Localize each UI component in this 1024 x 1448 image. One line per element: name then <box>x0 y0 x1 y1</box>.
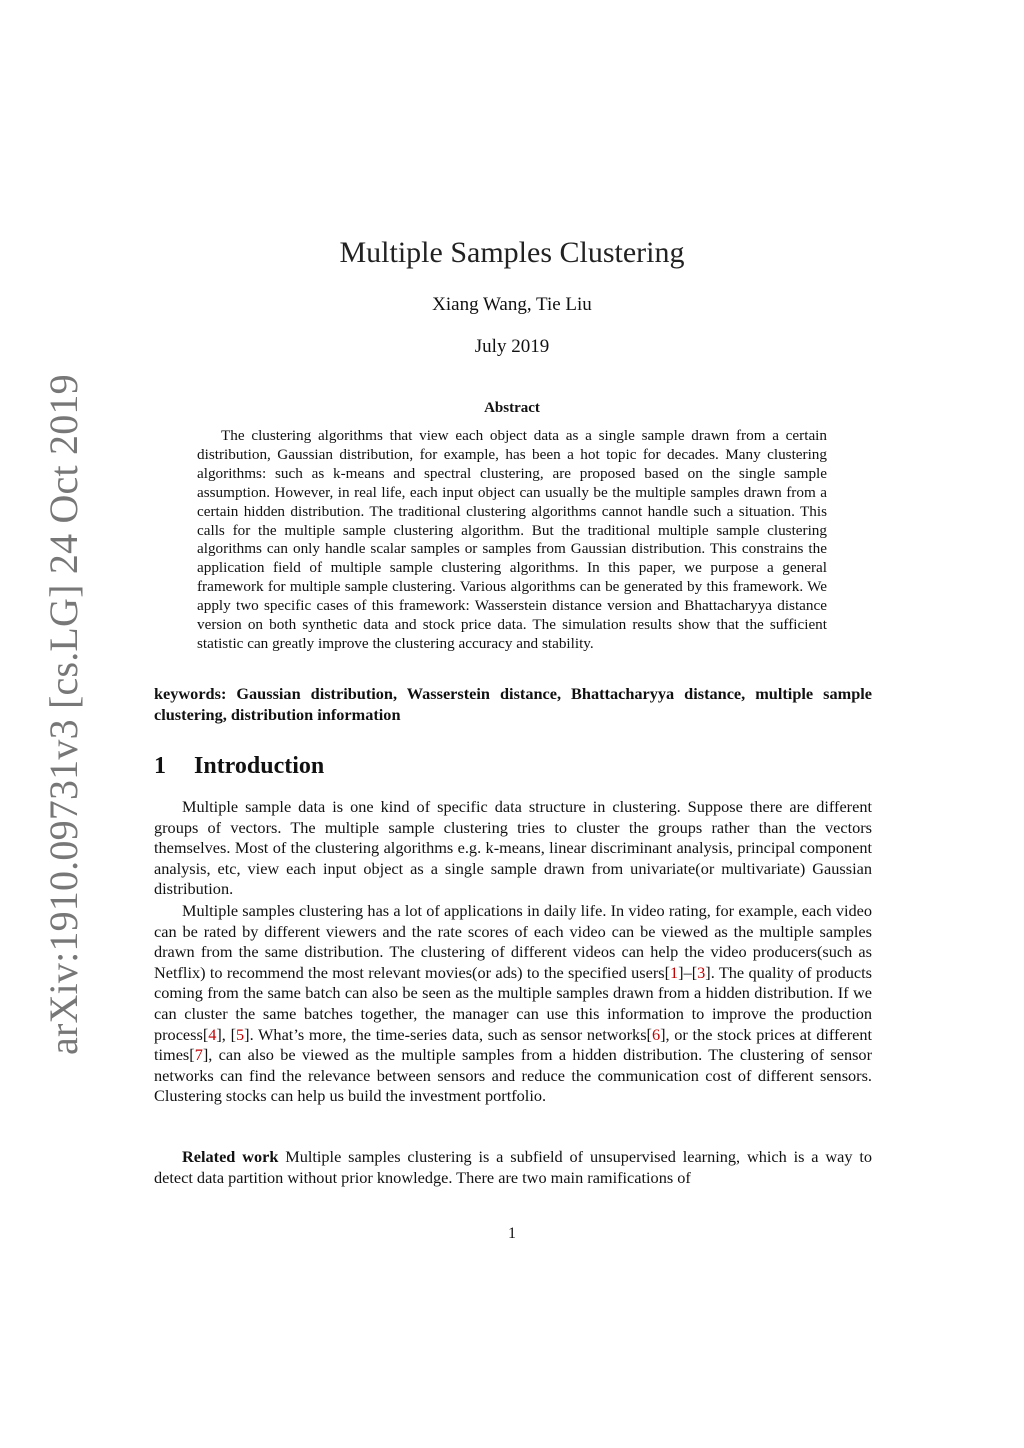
paper-title: Multiple Samples Clustering <box>339 236 685 269</box>
page-number: 1 <box>508 1225 516 1242</box>
citation-link[interactable]: 4 <box>208 1024 217 1044</box>
arxiv-identifier: arXiv:1910.09731v3 [cs.LG] 24 Oct 2019 <box>41 374 86 1055</box>
keywords: keywords: Gaussian distribution, Wasserstein distance, Bhattacharyya distance, multiple sample clustering, distribution information <box>154 684 872 724</box>
abstract-heading: Abstract <box>484 400 540 416</box>
citation-link[interactable]: 5 <box>236 1024 245 1044</box>
abstract-text: The clustering algorithms that view each object data as a single sample drawn from a certain distribution, Gaussian distribution, for example, has been a hot topic for decades. Many clustering algorithms: such as k-means and spectral clustering, are proposed based on the single sample assumption. However, in real life, each input object can usually be the multiple samples drawn from a certain hidden distribution. The traditional clustering algorithms cannot handle such a situation. This calls for the multiple sample clustering algorithm. But the traditional multiple sample clustering algorithms can only handle scalar samples or samples from Gaussian distribution. This constrains the application field of multiple sample clustering algorithms. In this paper, we purpose a general framework for multiple sample clustering. Various algorithms can be generated by this framework. We apply two specific cases of this framework: Wasserstein distance version and Bhattacharyya distance version on both synthetic data and stock price data. The simulation results show that the sufficient statistic can greatly improve the clustering accuracy and stability. <box>197 427 827 652</box>
intro-paragraph-1: Multiple sample data is one kind of specific data structure in clustering. Suppose there are different groups of vectors. The multiple sample clustering tries to cluster the groups rather than the vectors themselves. Most of the clustering algorithms e.g. k-means, linear discriminant analysis, principal component analysis, etc, view each input object as a single sample drawn from univariate(or multivariate) Gaussian distribution. <box>154 797 872 899</box>
section-heading <box>154 753 324 780</box>
intro-paragraph-2: Multiple samples clustering has a lot of applications in daily life. In video rating, for example, each video can be rated by different viewers and the rate scores of each video can be viewed as the multiple samples drawn from the same distribution. The clustering of different videos can help the video producers(such as Netflix) to recommend the most relevant movies(or ads) to the specified users[1]–[3]. The quality of products coming from the same batch can also be seen as the multiple samples drawn from a hidden distribution. If we can cluster the same batches together, the manager can use this information to improve the production process[4], [5]. What’s more, the time-series data, such as sensor networks[6], or the stock prices at different times[7], can also be viewed as the multiple samples from a hidden distribution. The clustering of sensor networks can find the relevance between sensors and reduce the communication cost of different sensors. Clustering stocks can help us build the investment portfolio. <box>154 901 873 1106</box>
section-title: Introduction <box>194 753 325 779</box>
related-work-paragraph: Related work Multiple samples clustering is a subfield of unsupervised learning, which is a way to detect data partition without prior knowledge. There are two main ramifications of <box>154 1147 872 1187</box>
citation-link[interactable]: 3 <box>697 962 706 982</box>
paper-authors: Xiang Wang, Tie Liu <box>432 294 592 315</box>
related-work-heading: Related work <box>182 1147 279 1166</box>
section-number: 1 <box>154 753 166 779</box>
citation-link[interactable]: 6 <box>651 1024 661 1044</box>
paper-date: July 2019 <box>474 336 550 357</box>
citation-link[interactable]: 1 <box>670 962 679 982</box>
citation-link[interactable]: 7 <box>194 1045 203 1065</box>
